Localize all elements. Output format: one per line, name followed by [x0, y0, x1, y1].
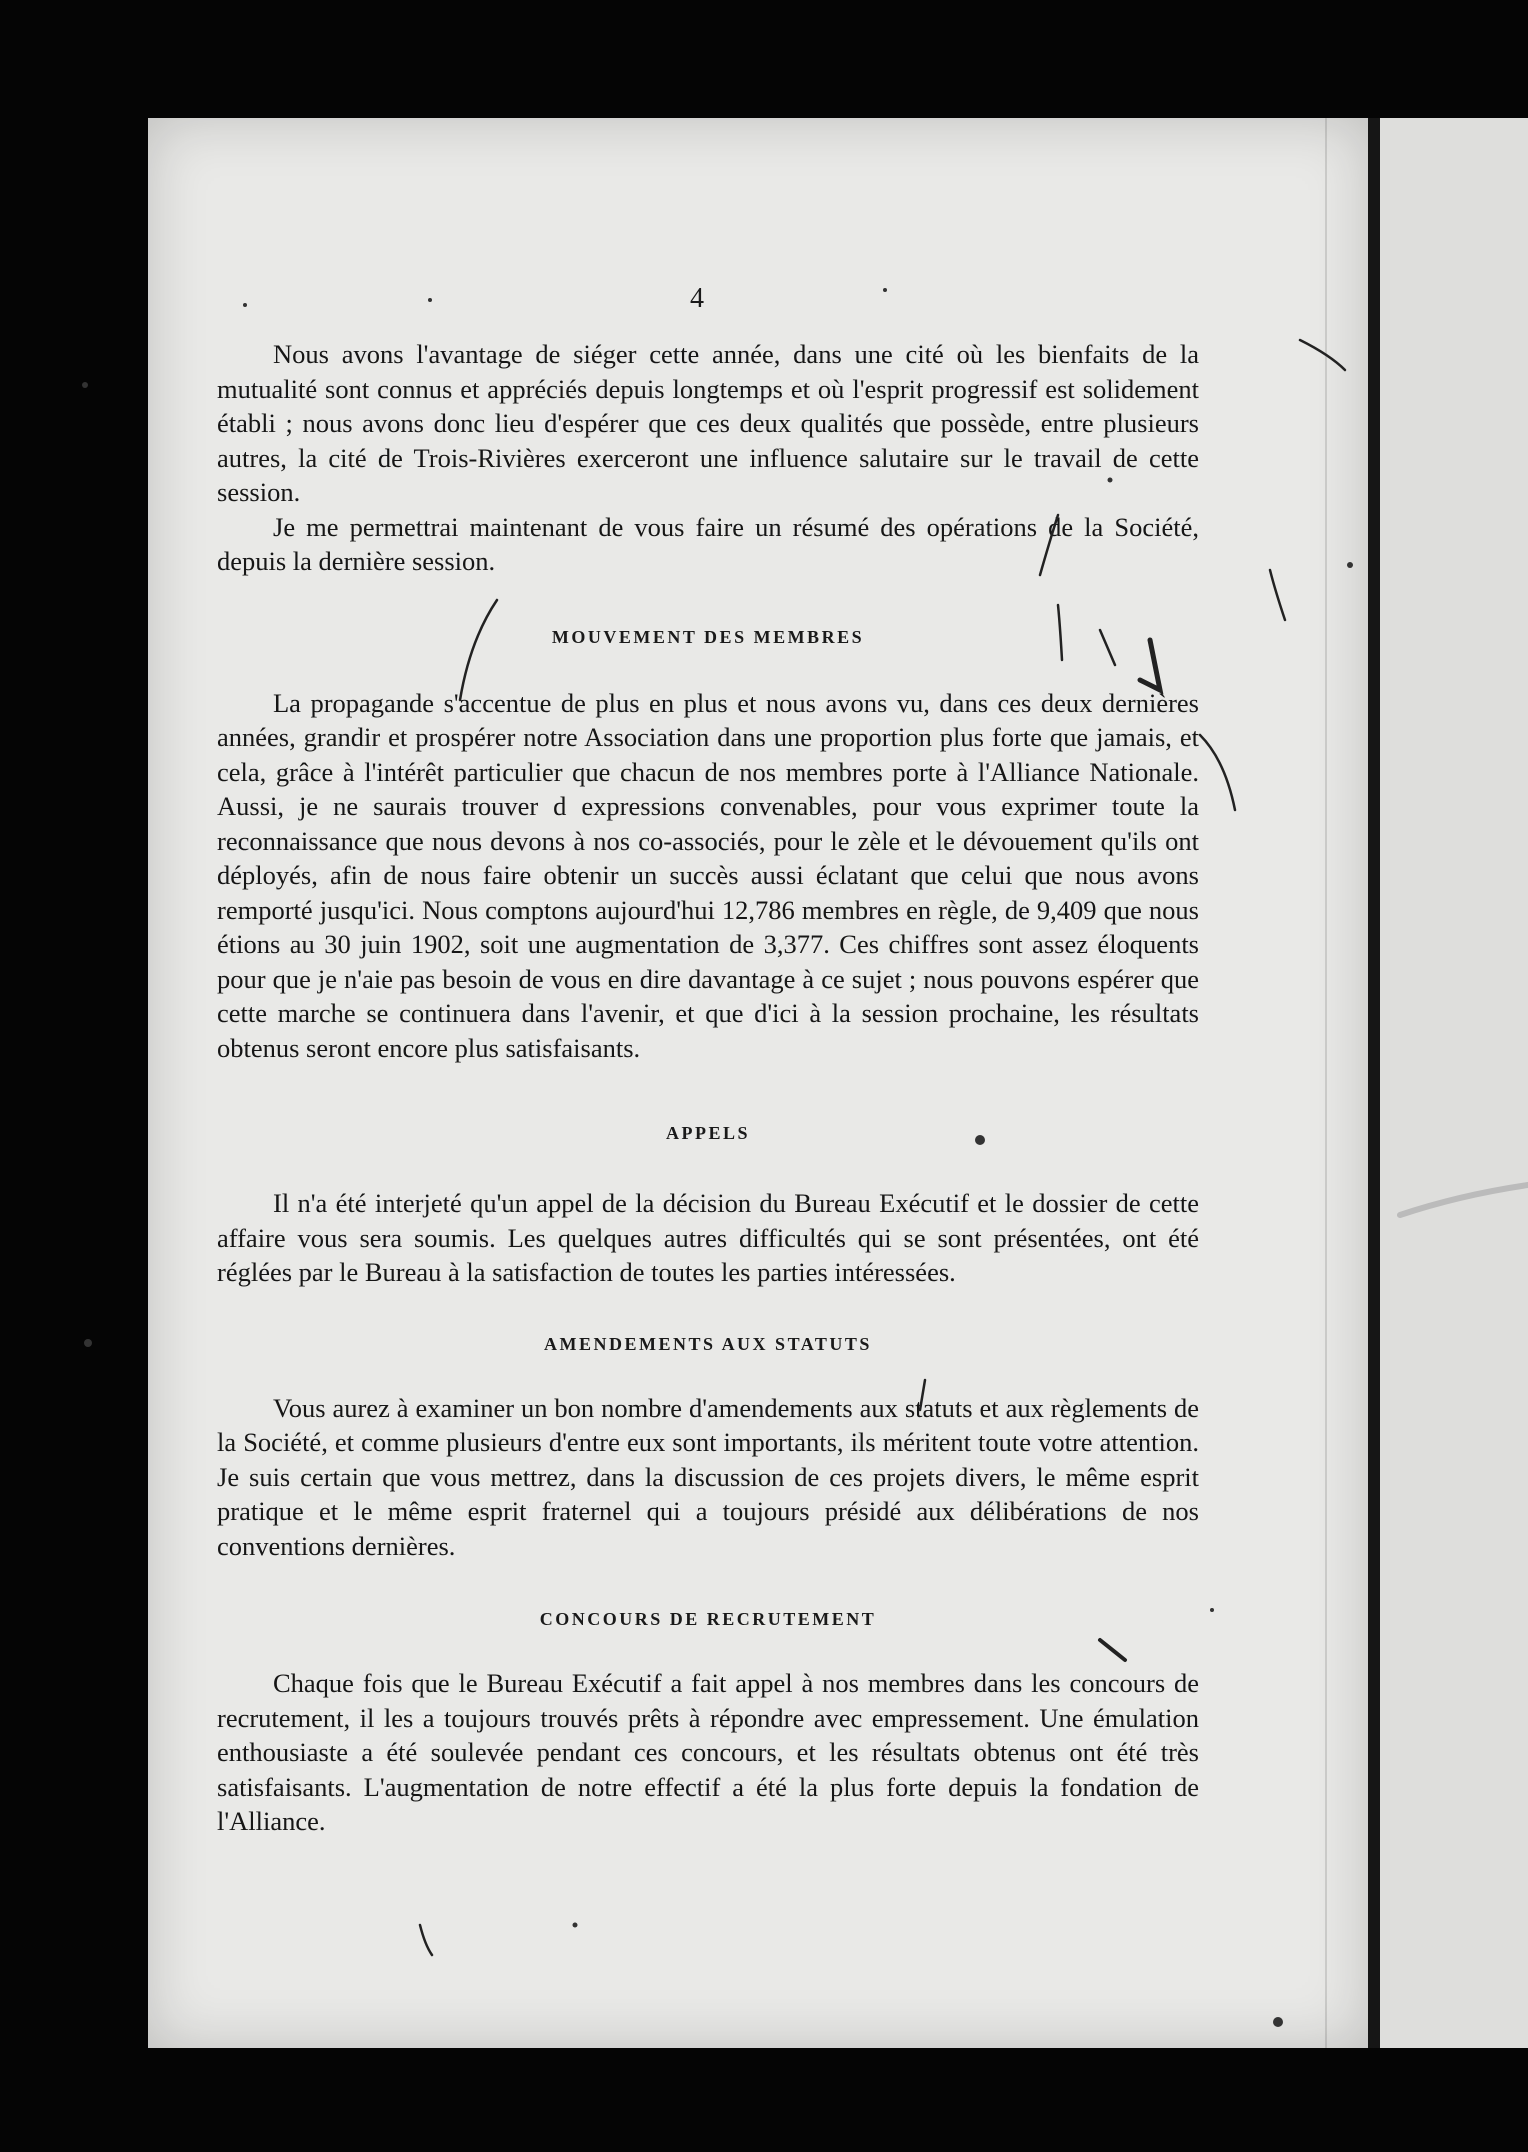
page-number: 4 — [690, 283, 704, 314]
paragraph-intro-1: Nous avons l'avantage de siéger cette année, dans une cité où les bienfaits de la mutualité sont connus et appréciés depuis longtemps et où l'esprit progressif est solidement établi ; nous avons donc lieu d'espérer que ces deux qualités que possède, entre plusieurs autres, la cité de Trois-Rivières exerceront une influence salutaire sur le travail de cette session. — [217, 339, 1199, 507]
page-gutter — [1368, 118, 1380, 2048]
section-heading-mouvement: MOUVEMENT DES MEMBRES — [551, 626, 865, 647]
section-heading-amendements: AMENDEMENTS AUX STATUTS — [544, 1333, 872, 1354]
paragraph-mouvement: La propagande s'accentue de plus en plus et nous avons vu, dans ces deux dernières années, grandir et prospérer notre Association dans une proportion plus forte que jamais, et cela, grâce à l'intérêt particulier que chacun de nos membres porte à l'Alliance Nationale. Aussi, je ne saurais trouver d expressions convenables, pour vous exprimer toute la reconnaissance que nous devons à nos co-associés, pour le zèle et le dévouement qu'ils ont déployés, afin de nous faire obtenir un succès aussi éclatant que celui que nous avons remporté jusqu'ici. Nous comptons aujourd'hui 12,786 membres en règle, de 9,409 que nous étions au 30 juin 1902, soit une augmentation de 3,377. Ces chiffres sont assez éloquents pour que je n'aie pas besoin de vous en dire davantage à ce sujet ; nous pouvons espérer que cette marche se continuera dans l'avenir, et que d'ici à la session prochaine, les résultats obtenus seront encore plus satisfaisants. — [217, 687, 1199, 1063]
paragraph-amendements: Vous aurez à examiner un bon nombre d'amendements aux statuts et aux règlements de la Société, et comme plusieurs d'entre eux sont importants, ils méritent toute votre attention. Je suis certain que vous mettrez, dans la discussion de ces projets divers, le même esprit pratique et le même esprit fraternel qui a toujours présidé aux délibérations de nos conventions dernières. — [217, 1392, 1199, 1561]
paragraph-concours: Chaque fois que le Bureau Exécutif a fait appel à nos membres dans les concours de recrutement, il les a toujours trouvés prêts à répondre avec empressement. Une émulation enthousiaste a été soulevée pendant ces concours, et les résultats obtenus ont été très satisfaisants. L'augmentation de notre effectif a été la plus forte depuis la fondation de l'Alliance. — [217, 1668, 1199, 1836]
document-body — [217, 337, 1199, 1839]
section-heading-appels: APPELS — [665, 1123, 750, 1143]
paragraph-intro-2: Je me permettrai maintenant de vous faire un résumé des opérations de la Société, depuis la dernière session. — [217, 511, 1199, 576]
section-heading-concours: CONCOURS DE RECRUTEMENT — [539, 1609, 877, 1629]
adjacent-page-edge — [1380, 118, 1528, 2048]
page-fold-shadow — [1325, 118, 1327, 2048]
paragraph-appels: Il n'a été interjeté qu'un appel de la décision du Bureau Exécutif et le dossier de cette affaire vous sera soumis. Les quelques autres difficultés qui se sont présentées, ont été réglées par le Bureau à la satisfaction de toutes les parties intéressées. — [217, 1188, 1199, 1287]
